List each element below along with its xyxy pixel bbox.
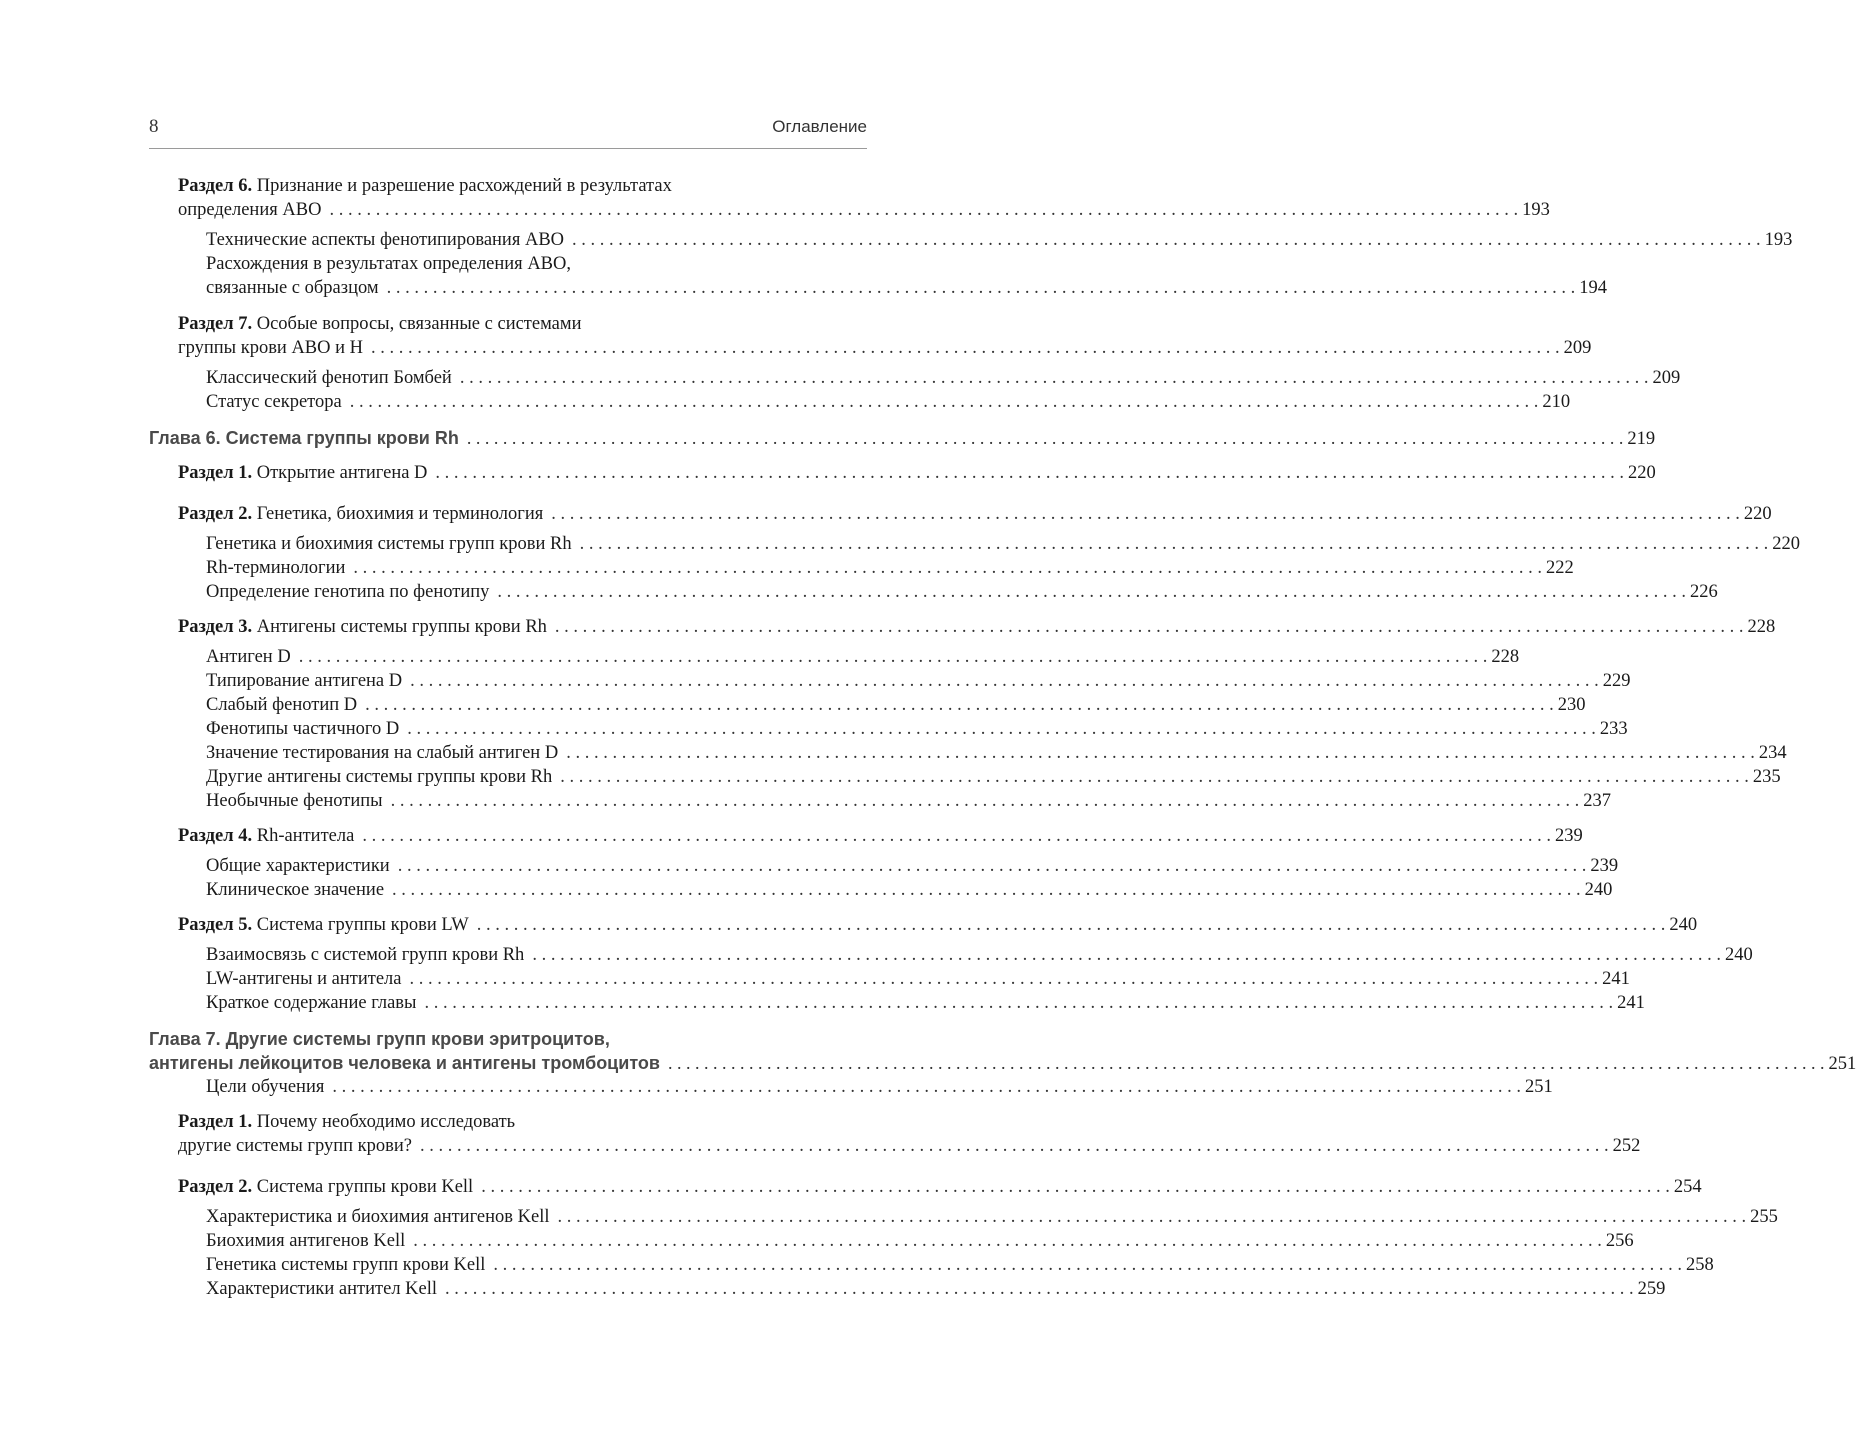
entry-title: Биохимия антигенов Kell [206,1231,406,1251]
section-title: Генетика, биохимия и терминология [256,504,544,524]
toc-section-heading[interactable] [149,312,869,336]
toc-entry[interactable] [149,198,1550,222]
page-ref: 241 [1602,969,1630,989]
dot-leader [485,1253,1686,1277]
toc-entry[interactable] [149,1229,1634,1253]
page-header [149,112,867,142]
section-title: Почему необходимо исследовать [256,1112,516,1132]
entry-title: связанные с образцом [206,278,379,298]
dot-leader [547,615,1748,639]
section-label: Раздел 2. [178,504,253,524]
page-ref: 220 [1743,504,1772,524]
dot-leader [452,366,1653,390]
toc-entry[interactable] [149,1205,1778,1229]
entry-title: Необычные фенотипы [206,791,383,811]
dot-leader [660,1051,1829,1075]
dot-leader [402,967,1603,991]
chapter-title: Глава 6. Система группы крови Rh [149,428,459,448]
page-ref: 229 [1602,671,1631,691]
page-ref: 251 [1525,1077,1553,1097]
page-ref: 209 [1563,338,1592,358]
toc-entry[interactable] [149,336,1592,360]
dot-leader [402,669,1603,693]
dot-leader [321,198,1522,222]
toc-chapter[interactable] [149,1051,1856,1075]
section-title: Система группы крови LW [256,915,469,935]
running-head: Оглавление [772,117,867,136]
toc-entry[interactable] [149,717,1628,741]
dot-leader [473,1175,1674,1199]
toc-entry[interactable] [149,580,1718,604]
toc-entry[interactable] [149,741,1787,765]
entry-title: Фенотипы частичного D [206,719,400,739]
entry-title: Классический фенотип Бомбей [206,368,452,388]
page-ref: 228 [1747,617,1776,637]
section-label: Раздел 2. [178,1177,253,1197]
toc-chapter[interactable] [149,426,1656,450]
dot-leader [437,1277,1638,1301]
section-title: Rh-антитела [256,826,355,846]
page-ref: 230 [1557,695,1586,715]
toc-entry[interactable] [149,967,1630,991]
toc-section[interactable] [149,824,1583,848]
chapter-title-line[interactable]: Глава 7. Другие системы групп крови эритроцитов, [149,1029,610,1049]
dot-leader [399,717,1600,741]
page-ref: 251 [1828,1054,1856,1074]
entry-title: Взаимосвязь с системой групп крови Rh [206,945,525,965]
dot-leader [354,824,1555,848]
dot-leader [357,693,1558,717]
section-title: Система группы крови Kell [256,1177,474,1197]
toc-entry[interactable] [149,366,1681,390]
toc-entry[interactable] [149,765,1781,789]
dot-leader [543,502,1744,526]
page-ref: 255 [1750,1207,1778,1227]
page-ref: 222 [1546,558,1574,578]
dot-leader [564,228,1765,252]
entry-title: Характеристики антител Kell [206,1279,438,1299]
page-ref: 252 [1612,1136,1641,1156]
dot-leader [558,741,1759,765]
toc-entry[interactable] [149,532,1801,556]
dot-leader [550,1205,1751,1229]
toc-entry[interactable] [149,1277,1666,1301]
toc-entry[interactable] [149,1075,1553,1099]
entry-title: Технические аспекты фенотипирования ABO [206,230,565,250]
section-title: Признание и разрешение расхождений в результатах [256,176,672,196]
page-ref: 256 [1605,1231,1634,1251]
section-label: Раздел 1. [178,1112,253,1132]
page-ref: 240 [1724,945,1753,965]
toc-section-heading[interactable] [149,1110,869,1134]
dot-leader [405,1229,1606,1253]
table-of-contents [149,174,1856,1301]
page-ref: 220 [1628,463,1656,483]
section-label: Раздел 4. [178,826,253,846]
toc-entry[interactable] [149,1134,1641,1158]
section-label: Раздел 3. [178,617,253,637]
entry-title: Rh-терминологии [206,558,346,578]
page-ref: 193 [1522,200,1550,220]
toc-entry[interactable] [149,1253,1714,1277]
dot-leader [524,943,1725,967]
entry-title-line[interactable]: Расхождения в результатах определения ABO, [206,254,572,274]
page-ref: 194 [1579,278,1607,298]
dot-leader [383,789,1584,813]
entry-title: Характеристика и биохимия антигенов Kell [206,1207,550,1227]
toc-entry[interactable] [149,228,1793,252]
chapter-title: антигены лейкоцитов человека и антигены тромбоцитов [149,1053,660,1073]
entry-title: определения ABO [178,200,322,220]
page-ref: 226 [1690,582,1718,602]
page-ref: 239 [1590,856,1619,876]
toc-entry[interactable] [149,789,1611,813]
entry-title: Клиническое значение [206,880,385,900]
entry-title: другие системы групп крови? [178,1136,412,1156]
page-ref: 237 [1583,791,1611,811]
dot-leader [363,336,1564,360]
toc-entry[interactable] [149,693,1586,717]
page-ref: 219 [1627,429,1656,449]
dot-leader [552,765,1753,789]
page-ref: 235 [1752,767,1781,787]
toc-entry[interactable] [149,390,1571,414]
page-ref: 209 [1652,368,1681,388]
toc-entry[interactable] [149,878,1613,902]
section-title: Открытие антигена D [256,463,428,483]
page-ref: 239 [1554,826,1583,846]
dot-leader [459,426,1628,450]
toc-section[interactable] [149,502,1772,526]
entry-title: Генетика системы групп крови Kell [206,1255,486,1275]
dot-leader [427,461,1628,485]
section-label: Раздел 7. [178,314,253,334]
entry-title: Другие антигены системы группы крови Rh [206,767,553,787]
toc-entry[interactable] [149,991,1645,1015]
dot-leader [379,276,1580,300]
page-ref: 240 [1584,880,1613,900]
section-title: Антигены системы группы крови Rh [256,617,547,637]
page-ref: 228 [1491,647,1520,667]
dot-leader [324,1075,1525,1099]
toc-section[interactable] [149,461,1656,485]
page-ref: 234 [1758,743,1787,763]
entry-title: Общие характеристики [206,856,390,876]
section-label: Раздел 6. [178,176,253,196]
dot-leader [469,913,1670,937]
dot-leader [412,1134,1613,1158]
dot-leader [291,645,1492,669]
section-label: Раздел 1. [178,463,253,483]
dot-leader [572,532,1773,556]
entry-title: Типирование антигена D [206,671,403,691]
entry-title: Значение тестирования на слабый антиген D [206,743,559,763]
entry-title: Цели обучения [206,1077,325,1097]
dot-leader [416,991,1617,1015]
page-ref: 233 [1599,719,1628,739]
page-ref: 193 [1764,230,1793,250]
dot-leader [390,854,1591,878]
page-ref: 210 [1542,392,1571,412]
toc-section[interactable] [149,1175,1702,1199]
toc-entry[interactable] [149,854,1619,878]
entry-title: LW-антигены и антитела [206,969,402,989]
page-ref: 254 [1673,1177,1702,1197]
header-divider [149,148,867,149]
toc-entry[interactable] [149,669,1631,693]
page-ref: 259 [1637,1279,1666,1299]
entry-title: группы крови ABO и H [178,338,364,358]
section-title: Особые вопросы, связанные с системами [256,314,582,334]
toc-section-heading[interactable] [149,174,869,198]
dot-leader [384,878,1585,902]
toc-entry[interactable] [149,645,1520,669]
entry-title: Краткое содержание главы [206,993,417,1013]
toc-entry[interactable] [149,276,1607,300]
entry-title: Определение генотипа по фенотипу [206,582,490,602]
toc-entry[interactable] [149,943,1753,967]
entry-title: Статус секретора [206,392,342,412]
page-ref: 240 [1669,915,1698,935]
entry-title: Антиген D [206,647,291,667]
toc-section[interactable] [149,913,1698,937]
dot-leader [489,580,1690,604]
entry-title: Слабый фенотип D [206,695,358,715]
entry-title: Генетика и биохимия системы групп крови Rh [206,534,572,554]
toc-section[interactable] [149,615,1776,639]
page-number: 8 [149,116,159,137]
section-label: Раздел 5. [178,915,253,935]
page-ref: 220 [1772,534,1801,554]
page-ref: 258 [1686,1255,1714,1275]
dot-leader [345,556,1546,580]
dot-leader [342,390,1543,414]
toc-entry[interactable] [149,556,1574,580]
page-ref: 241 [1617,993,1645,1013]
